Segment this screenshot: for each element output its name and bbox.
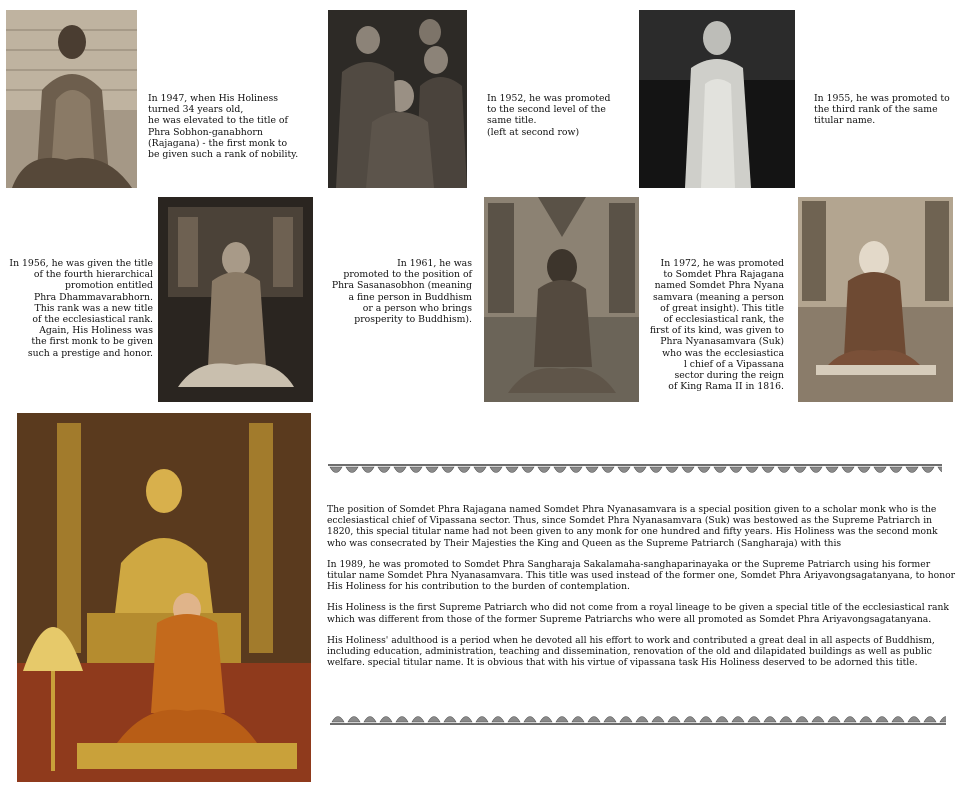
caption-1947: In 1947, when His Holiness turned 34 years old, he was elevated to the title of Phra Sobhon-ganabhorn (Rajagana) - the first monk to be given such a rank of nobility. <box>148 93 299 161</box>
body-text <box>327 504 957 678</box>
photo-1947-monk-portrait <box>6 10 137 188</box>
caption-1961: In 1961, he was promoted to the position of Phra Sasanasobhon (meaning a fine person in Buddhism or a person who brings prosperity to Buddhism). <box>331 258 472 326</box>
photo-1956-monk-seated <box>158 197 313 402</box>
paragraph-2: In 1989, he was promoted to Somdet Phra Sangharaja Sakalamaha-sanghaparinayaka or the Supreme Patriarch using his former titular name Somdet Phra Nyanasamvara. This title was used instead of the former one, Somdet Phra Ariyavongsagatanyana, to honor His Holiness for his contribution to the burden of contemplation. <box>327 558 956 593</box>
paragraph-1: The position of Somdet Phra Rajagana named Somdet Phra Nyanasamvara is a special position given to a scholar monk who is the ecclesiastical chief of Vipassana sector. Thus, since Somdet Phra Nyanasamvara (Suk) was bestowed as the Supreme Patriarch in 1820, this special titular name had not been given to any monk for one hundred and fifty years. His Holiness was the second monk who was consecrated by Their Majesties the King and Queen as the Supreme Patriarch (Sangharaja) with this <box>327 504 938 549</box>
photo-1961-monk-throne <box>484 197 639 402</box>
paragraph-4: His Holiness' adulthood is a period when he devoted all his effort to work and contributed a great deal in all aspects of Buddhism, including education, administration, teaching and dissemination, renovation of the old and dilapidated buildings as well as public welfare. special titular name. It is obvious that with his virtue of vipassana task His Holiness deserved to be adorned this title. <box>327 634 935 669</box>
caption-1972: In 1972, he was promoted to Somdet Phra Rajagana named Somdet Phra Nyana samvara (meaning a person of great insight). This title of ecclesiastical rank, the first of its kind, was given to Phra Nyanasamvara (Suk) who was the ecclesiastica l chief of a Vipassana sector during the reign of King Rama II in 1816. <box>649 258 784 393</box>
caption-1955: In 1955, he was promoted to the third rank of the same titular name. <box>814 93 950 127</box>
photo-1972-monk-elder <box>798 197 953 402</box>
photo-1952-group-monks <box>328 10 467 188</box>
decorative-border-top <box>328 462 942 478</box>
photo-supreme-patriarch-main <box>17 413 311 782</box>
paragraph-3: His Holiness is the first Supreme Patriarch who did not come from a royal lineage to be given a special title of the ecclesiastical rank which was different from those of the former Supreme Patriarchs who were all promoted as Somdet Phra Ariyavongsagatanyana. <box>327 602 949 625</box>
decorative-border-bottom <box>330 711 946 727</box>
caption-1952: In 1952, he was promoted to the second level of the same title. (left at second row) <box>487 93 611 138</box>
caption-1956: In 1956, he was given the title of the fourth hierarchical promotion entitled Phra Dhammavarabhorn. This rank was a new title of the ecclesiastical rank. Again, His Holiness was the first monk to be given such a prestige and honor. <box>9 258 153 359</box>
photo-1955-monk-standing <box>639 10 795 188</box>
